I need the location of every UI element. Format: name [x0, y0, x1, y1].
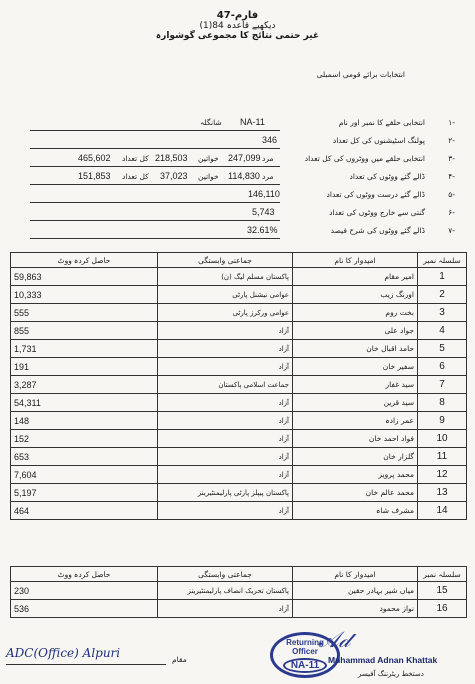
votes-cell: 464 — [11, 502, 158, 520]
total-label: کل تعداد — [122, 154, 149, 163]
officer-name: Muhammad Adnan Khattak — [328, 655, 438, 665]
party-cell: آزاد — [158, 412, 293, 430]
valid-votes-value: 146,110 — [248, 189, 280, 199]
male-voters: 247,099 — [228, 153, 261, 163]
table-row — [11, 484, 467, 502]
sr-cell: 7 — [418, 376, 467, 394]
table-row — [11, 394, 467, 412]
votes-cell: 555 — [11, 304, 158, 322]
place-underline — [6, 664, 166, 665]
turnout-value: 32.61% — [247, 225, 278, 235]
female-voters: 218,503 — [155, 153, 188, 163]
votes-cell: 152 — [11, 430, 158, 448]
name-cell: میاں شیر بہادر حقین — [293, 582, 418, 600]
votes-cell: 59,863 — [11, 268, 158, 286]
sr-cell: 16 — [418, 600, 467, 618]
votes-cell: 191 — [11, 358, 158, 376]
field-label: پولنگ اسٹیشنوں کی کل تعداد — [332, 136, 425, 145]
rejected-votes-value: 5,743 — [252, 207, 275, 217]
field-label: ڈالے گئے ووٹوں کی شرح فیصد — [330, 226, 425, 235]
field-no: -۶ — [448, 208, 455, 217]
table-row — [11, 286, 467, 304]
votes-cell: 7,604 — [11, 466, 158, 484]
party-cell: پاکستان پیپلز پارٹی پارلیمنٹیرینز — [158, 484, 293, 502]
stamp-constituency: NA-11 — [283, 658, 327, 673]
name-cell: جواد علی — [293, 322, 418, 340]
female-cast: 37,023 — [160, 171, 188, 181]
male-cast: 114,830 — [228, 171, 260, 181]
votes-header: حاصل کردہ ووٹ — [11, 567, 158, 582]
name-cell: گلزار خان — [293, 448, 418, 466]
table-row — [11, 430, 467, 448]
results-table — [10, 252, 467, 520]
name-cell: محمد عالم خان — [293, 484, 418, 502]
name-cell: اورنگ زیب — [293, 286, 418, 304]
name-cell: مشرف شاہ — [293, 502, 418, 520]
party-cell: آزاد — [158, 430, 293, 448]
votes-cell: 54,311 — [11, 394, 158, 412]
signature-title: دستخط ریٹرننگ آفیسر — [358, 670, 424, 678]
handwritten-note: ADC(Office) Alpuri — [6, 646, 121, 660]
table-row — [11, 448, 467, 466]
votes-cell: 5,197 — [11, 484, 158, 502]
party-cell: آزاد — [158, 448, 293, 466]
table-row — [11, 268, 467, 286]
party-cell: عوامی ورکرز پارٹی — [158, 304, 293, 322]
sr-cell: 8 — [418, 394, 467, 412]
name-cell: فواد احمد خان — [293, 430, 418, 448]
constituency-name: شانگلہ — [200, 118, 222, 127]
field-underline — [30, 130, 280, 131]
table-row — [11, 340, 467, 358]
female-label: خواتین — [198, 154, 219, 163]
field-underline — [30, 238, 280, 239]
stamp-title: Returning Officer — [286, 638, 324, 656]
field-label: انتخابی حلقے کا نمبر اور نام — [338, 118, 425, 127]
votes-header: حاصل کردہ ووٹ — [11, 253, 158, 268]
name-header: امیدوار کا نام — [293, 567, 418, 582]
sr-header: سلسلہ نمبر — [418, 567, 467, 582]
table-row — [11, 600, 467, 618]
name-cell: نواز محمود — [293, 600, 418, 618]
sr-cell: 12 — [418, 466, 467, 484]
election-type: انتخابات برائے قومی اسمبلی — [316, 70, 405, 79]
sr-cell: 2 — [418, 286, 467, 304]
party-cell: آزاد — [158, 340, 293, 358]
constituency-number: NA-11 — [240, 117, 265, 127]
table-header-row — [11, 253, 467, 268]
sr-cell: 14 — [418, 502, 467, 520]
total-label: کل تعداد — [122, 172, 149, 181]
party-cell: آزاد — [158, 358, 293, 376]
party-cell: پاکستان مسلم لیگ (ن) — [158, 268, 293, 286]
name-cell: سفیر خان — [293, 358, 418, 376]
party-header: جماعتی وابستگی — [158, 567, 293, 582]
field-underline — [30, 148, 280, 149]
sr-cell: 3 — [418, 304, 467, 322]
table-row — [11, 376, 467, 394]
votes-cell: 855 — [11, 322, 158, 340]
table-row — [11, 358, 467, 376]
field-underline — [30, 184, 280, 185]
sr-cell: 1 — [418, 268, 467, 286]
field-underline — [30, 166, 280, 167]
votes-cell: 653 — [11, 448, 158, 466]
field-no: -۵ — [448, 190, 455, 199]
table-row — [11, 412, 467, 430]
table-row — [11, 502, 467, 520]
male-label: مرد — [262, 172, 274, 181]
field-label: ڈالے گئے ووٹوں کی تعداد — [349, 172, 425, 181]
table-row — [11, 582, 467, 600]
results-table-continued — [10, 566, 467, 618]
votes-cell: 1,731 — [11, 340, 158, 358]
sr-header: سلسلہ نمبر — [418, 253, 467, 268]
field-underline — [30, 220, 280, 221]
rule-reference: دیکھیے قاعدہ 84(1) — [199, 21, 276, 31]
name-cell: عمر زادہ — [293, 412, 418, 430]
party-cell: جماعت اسلامی پاکستان — [158, 376, 293, 394]
place-label: مقام — [172, 655, 187, 664]
form-header — [0, 10, 475, 41]
party-cell: آزاد — [158, 600, 293, 618]
field-underline — [30, 202, 280, 203]
form-title: غیر حتمی نتائج کا مجموعی گوشوارہ — [155, 31, 320, 41]
female-label: خواتین — [198, 172, 219, 181]
table-header-row — [11, 567, 467, 582]
polling-stations-value: 346 — [262, 135, 278, 145]
name-cell: امیر مقام — [293, 268, 418, 286]
field-label: گنتی سے خارج ووٹوں کی تعداد — [329, 208, 425, 217]
name-cell: سید غفار — [293, 376, 418, 394]
total-cast: 151,853 — [78, 171, 111, 181]
votes-cell: 148 — [11, 412, 158, 430]
form-number: فارم-47 — [216, 10, 259, 21]
party-cell: آزاد — [158, 466, 293, 484]
party-cell: آزاد — [158, 502, 293, 520]
field-label: انتخابی حلقے میں ووٹروں کی کل تعداد — [304, 154, 425, 163]
votes-cell: 230 — [11, 582, 158, 600]
name-cell: محمد پرویز — [293, 466, 418, 484]
table-row — [11, 466, 467, 484]
name-cell: بخت روم — [293, 304, 418, 322]
sr-cell: 10 — [418, 430, 467, 448]
party-cell: آزاد — [158, 394, 293, 412]
male-label: مرد — [262, 154, 274, 163]
party-cell: عوامی نیشنل پارٹی — [158, 286, 293, 304]
sr-cell: 4 — [418, 322, 467, 340]
table-row — [11, 304, 467, 322]
total-voters: 465,602 — [78, 153, 111, 163]
sr-cell: 5 — [418, 340, 467, 358]
sr-cell: 13 — [418, 484, 467, 502]
name-cell: حامد اقبال خان — [293, 340, 418, 358]
name-cell: سید قرین — [293, 394, 418, 412]
name-header: امیدوار کا نام — [293, 253, 418, 268]
votes-cell: 536 — [11, 600, 158, 618]
party-header: جماعتی وابستگی — [158, 253, 293, 268]
sr-cell: 15 — [418, 582, 467, 600]
party-cell: آزاد — [158, 322, 293, 340]
votes-cell: 3,287 — [11, 376, 158, 394]
field-label: ڈالے گئے درست ووٹوں کی تعداد — [326, 190, 425, 199]
votes-cell: 10,333 — [11, 286, 158, 304]
signature-scribble: 𝒜𝒹 — [318, 628, 350, 653]
sr-cell: 9 — [418, 412, 467, 430]
sr-cell: 11 — [418, 448, 467, 466]
field-no: -۴ — [448, 172, 455, 181]
field-no: -۳ — [448, 154, 455, 163]
party-cell: پاکستان تحریک انصاف پارلیمنٹیرینز — [158, 582, 293, 600]
field-no: -۷ — [448, 226, 455, 235]
table-row — [11, 322, 467, 340]
field-no: -۱ — [448, 118, 455, 127]
sr-cell: 6 — [418, 358, 467, 376]
field-no: -۲ — [448, 136, 455, 145]
